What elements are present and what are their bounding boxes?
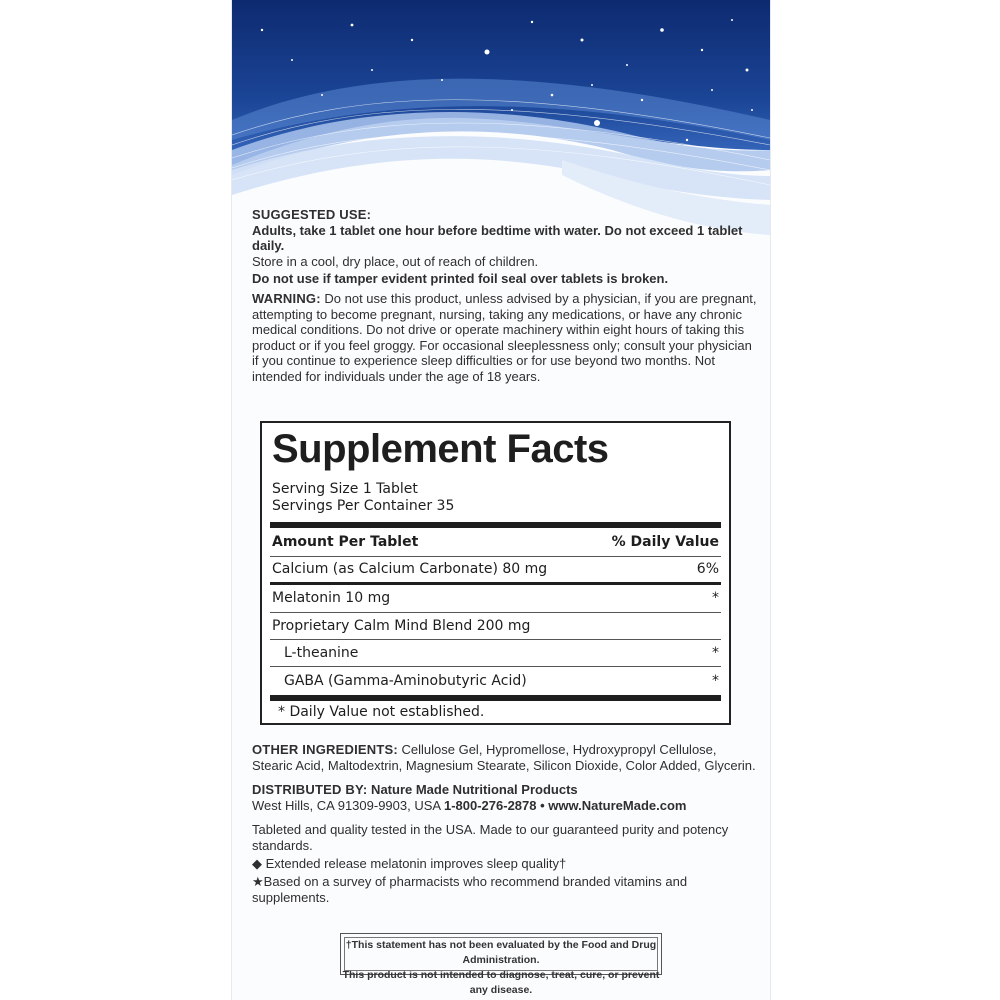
other-info-block (252, 742, 757, 908)
facts-row-calcium (272, 559, 719, 579)
label-panel (231, 0, 771, 1000)
warning-heading: WARNING: (252, 290, 321, 306)
serving-info (272, 481, 454, 515)
distributor-contact: 1-800-276-2878 • www.NatureMade.com (443, 798, 687, 813)
servings-per-container: Servings Per Container 35 (272, 498, 455, 514)
fda-disclaimer-box (340, 933, 662, 996)
other-ingredients-text: Cellulose Gel, Hypromellose, Hydroxypropyl Cellulose, Stearic Acid, Maltodextrin, Magnesium Stearate, Silicon Dioxide, Color Added, Glycerin. (252, 742, 756, 773)
nutrient-name: L-theanine (284, 645, 359, 661)
daily-value-footnote: * Daily Value not established. (278, 704, 485, 720)
nutrient-name: Melatonin 10 mg (272, 590, 391, 606)
facts-row-melatonin (272, 588, 719, 608)
distributed-heading: DISTRIBUTED BY: (252, 782, 368, 797)
fda-disclaimer-line2: This product is not intended to diagnose, treat, cure, or prevent any disease. (342, 969, 660, 996)
nutrient-name: GABA (Gamma-Aminobutyric Acid) (284, 673, 527, 689)
nutrient-name: Proprietary Calm Mind Blend 200 mg (272, 618, 531, 634)
survey-note: ★Based on a survey of pharmacists who recommend branded vitamins and supplements. (252, 874, 688, 905)
amount-per-tablet-header: Amount Per Tablet (272, 534, 419, 550)
disclaimer-inner-border (344, 937, 658, 971)
usage-text-block (252, 207, 757, 389)
serving-size: Serving Size 1 Tablet (272, 481, 418, 497)
thick-divider (270, 695, 721, 701)
supplement-facts-title: Supplement Facts (272, 427, 609, 471)
medium-divider (270, 582, 721, 585)
nutrient-dv: * (712, 673, 719, 689)
facts-header-row (272, 532, 719, 552)
nutrient-dv: * (712, 645, 719, 661)
warning-paragraph (252, 291, 757, 385)
night-sky-banner (232, 0, 770, 240)
thin-divider (270, 556, 721, 557)
thin-divider (270, 666, 721, 667)
nutrient-dv: 6% (696, 561, 719, 577)
facts-row-blend (272, 616, 719, 636)
suggested-use-line: Adults, take 1 tablet one hour before bedtime with water. Do not exceed 1 tablet daily. (252, 222, 743, 254)
other-ingredients-heading: OTHER INGREDIENTS: (252, 742, 398, 757)
thin-divider (270, 612, 721, 613)
thick-divider (270, 522, 721, 528)
distributed-paragraph (252, 782, 757, 814)
daily-value-header: % Daily Value (611, 534, 719, 550)
melatonin-note: ◆ Extended release melatonin improves sleep quality† (252, 856, 567, 871)
nutrient-name: Calcium (as Calcium Carbonate) 80 mg (272, 561, 548, 577)
storage-line: Store in a cool, dry place, out of reach of children. (252, 253, 539, 269)
facts-row-ltheanine (284, 643, 719, 663)
suggested-use-heading: SUGGESTED USE: (252, 207, 372, 222)
distributor-name: Nature Made Nutritional Products (367, 782, 578, 797)
distributor-address: West Hills, CA 91309-9903, USA (252, 798, 444, 813)
supplement-facts-panel (260, 421, 731, 725)
thin-divider (270, 639, 721, 640)
warning-text: Do not use this product, unless advised by a physician, if you are pregnant, attempting to become pregnant, nursing, taking any medications, or have any chronic medical conditions. Do not drive or operate machinery within eight hours of taking this product or if you feel groggy. For occasional sleeplessness only; consult your physician if you continue to experience sleep difficulties or for use beyond two months. Not intended for individuals under the age of 18 years. (252, 290, 757, 384)
other-ingredients-paragraph (252, 742, 757, 774)
quality-note: Tableted and quality tested in the USA. Made to our guaranteed purity and potency standards. (252, 822, 729, 853)
tamper-warning: Do not use if tamper evident printed foil seal over tablets is broken. (252, 271, 669, 287)
facts-row-gaba (284, 671, 719, 691)
nutrient-dv: * (712, 590, 719, 606)
fda-disclaimer-line1: †This statement has not been evaluated by the Food and Drug Administration. (345, 939, 657, 966)
